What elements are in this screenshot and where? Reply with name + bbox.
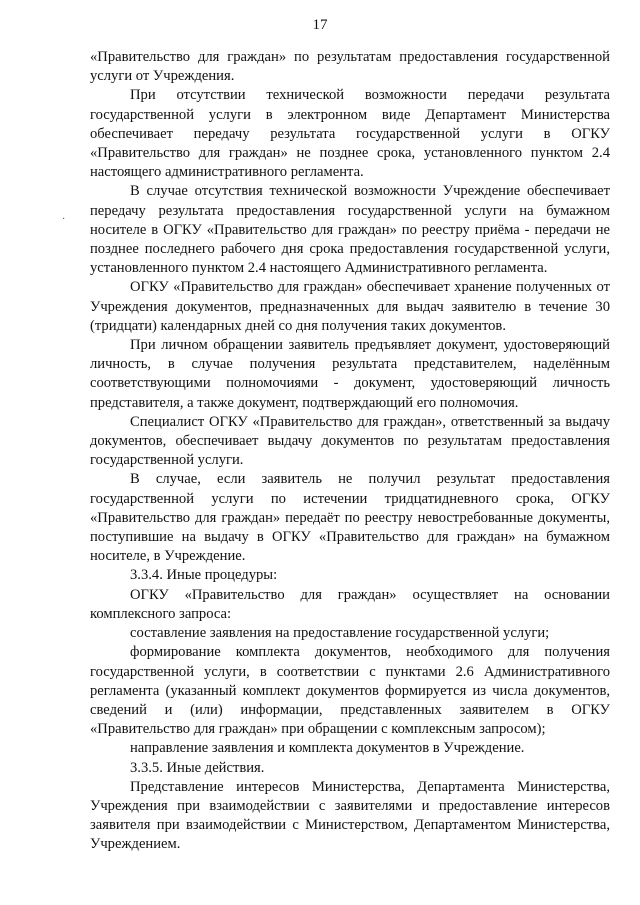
margin-dot-mark: ·	[62, 214, 66, 225]
list-item-application-drafting: составление заявления на предоставление государственной услуги;	[130, 625, 550, 642]
paragraph-no-technical-possibility-department: При отсутствии технической возможности передачи результата государственной услуги в электронном виде Департамент Министерства обеспечивает передачу результата государственной услуги в ОГКУ «Правительство для граждан» не позднее срока, установленного пунктом 2.4 настоящего административного регламента.	[90, 87, 610, 181]
document-body	[90, 48, 610, 855]
list-item-document-set-formation: формирование комплекта документов, необходимого для получения государственной услуги, в соответствии с пунктами 2.6 Административного регламента (указанный комплект документов формируется из числа документов, сведений и (или) информации, представленных заявителем в ОГКУ «Правительство для граждан» при обращении с комплексным запросом);	[90, 644, 610, 738]
paragraph-continuation: «Правительство для граждан» по результатам предоставления государственной услуги от Учреждения.	[90, 49, 610, 85]
section-heading-3-3-5: 3.3.5. Иные действия.	[130, 759, 265, 776]
paragraph-representation-of-interests: Представление интересов Министерства, Департамента Министерства, Учреждения при взаимодействии с заявителями и предоставление интересов заявителя при взаимодействии с Министерством, Департаментом Министерства, Учреждением.	[90, 778, 610, 853]
paragraph-specialist-issuance: Специалист ОГКУ «Правительство для граждан», ответственный за выдачу документов, обеспечивает выдачу документов по результатам предоставления государственной услуги.	[90, 413, 610, 469]
page-number: 17	[312, 17, 328, 33]
list-item-sending-to-institution: направление заявления и комплекта документов в Учреждение.	[130, 740, 525, 757]
section-heading-3-3-4: 3.3.4. Иные процедуры:	[130, 567, 278, 584]
paragraph-document-storage: ОГКУ «Правительство для граждан» обеспечивает хранение полученных от Учреждения документов, предназначенных для выдач заявителю в течение 30 (тридцати) календарных дней со дня получения таких документов.	[90, 279, 610, 334]
paragraph-complex-request-intro: ОГКУ «Правительство для граждан» осуществляет на основании комплексного запроса:	[90, 586, 610, 622]
paragraph-personal-visit: При личном обращении заявитель предъявляет документ, удостоверяющий личность, в случае получения результата представителем, наделённым соответствующими полномочиями - документ, удостоверяющий личность представителя, а также документ, подтверждающий его полномочия.	[90, 337, 610, 411]
paragraph-no-technical-possibility-institution: В случае отсутствия технической возможности Учреждение обеспечивает передачу результата предоставления государственной услуги на бумажном носителе в ОГКУ «Правительство для граждан» по реестру приёма - передачи не позднее последнего рабочего дня срока предоставления государственной услуги, установленного пунктом 2.4 настоящего Административного регламента.	[90, 183, 610, 277]
paragraph-unclaimed-documents: В случае, если заявитель не получил результат предоставления государственной услуги по истечении тридцатидневного срока, ОГКУ «Правительство для граждан» передаёт по реестру невостребованные документы, поступившие на выдачу в ОГКУ «Правительство для граждан» на бумажном носителе, в Учреждение.	[90, 471, 610, 565]
